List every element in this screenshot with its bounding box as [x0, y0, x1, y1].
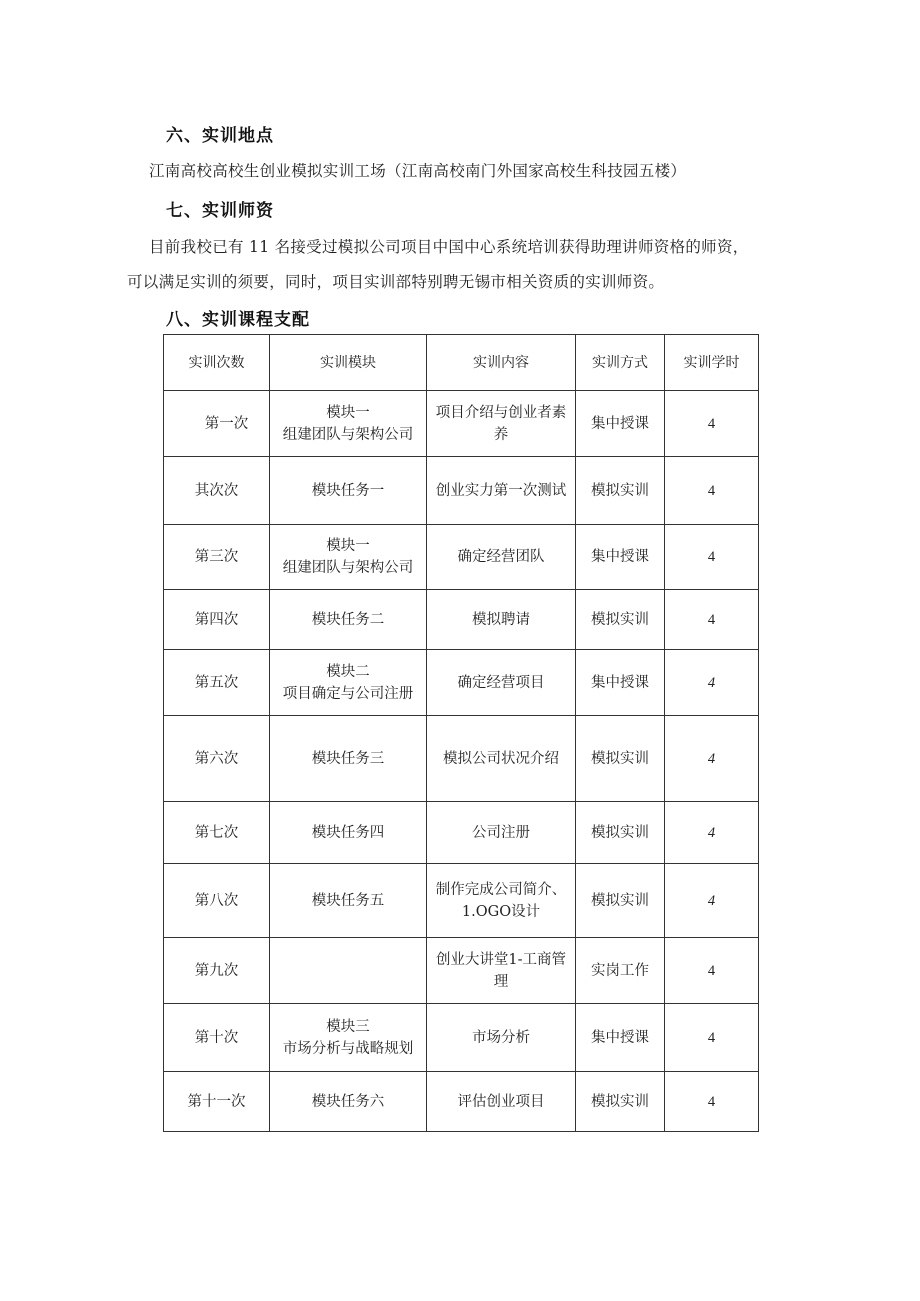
cell-hours: 4	[665, 525, 759, 590]
module-line2: 组建团队与架构公司	[282, 426, 414, 443]
cell-hours: 4	[665, 391, 759, 457]
location-text: 江南高校高校生创业模拟实训工场（江南高校南门外国家高校生科技园五楼）	[149, 162, 687, 180]
module-line1: 模块三	[326, 1018, 370, 1035]
cell-method: 集中授课	[576, 391, 665, 457]
section-heading-teachers: 七、实训师资	[166, 201, 274, 221]
cell-module	[270, 391, 427, 457]
cell-content: 确定经营项目	[427, 650, 576, 716]
cell-method: 模拟实训	[576, 716, 665, 802]
table-row	[164, 1004, 759, 1072]
teachers-text-line2: 可以满足实训的须要，同时，项目实训部特别聘无锡市相关资质的实训师资。	[127, 273, 665, 291]
cell-hours: 4	[665, 1004, 759, 1072]
table-row	[164, 457, 759, 525]
module-line1: 模块二	[326, 663, 370, 680]
cell-session: 第七次	[164, 802, 270, 864]
table-row	[164, 1072, 759, 1132]
table-row	[164, 938, 759, 1004]
cell-hours: 4	[665, 864, 759, 938]
cell-hours: 4	[665, 650, 759, 716]
cell-session: 其次次	[164, 457, 270, 525]
table-row	[164, 590, 759, 650]
module-line1: 模块一	[326, 538, 370, 554]
header-method: 实训方式	[576, 335, 665, 391]
cell-hours: 4	[665, 716, 759, 802]
cell-session: 第五次	[164, 650, 270, 716]
header-content: 实训内容	[427, 335, 576, 391]
module-line1: 模块一	[326, 404, 370, 421]
cell-content: 确定经营团队	[427, 525, 576, 590]
cell-session: 第一次	[164, 391, 270, 457]
cell-method: 模拟实训	[576, 864, 665, 938]
cell-module: 模块任务二	[270, 590, 427, 650]
cell-method: 模拟实训	[576, 457, 665, 525]
cell-content: 项目介绍与创业者素养	[427, 391, 576, 457]
module-line2: 市场分析与战略规划	[282, 1040, 414, 1057]
cell-hours: 4	[665, 1072, 759, 1132]
cell-module: 模块任务六	[270, 1072, 427, 1132]
cell-session: 第四次	[164, 590, 270, 650]
header-session: 实训次数	[164, 335, 270, 391]
cell-content: 评估创业项目	[427, 1072, 576, 1132]
cell-content: 市场分析	[427, 1004, 576, 1072]
section-heading-schedule: 八、实训课程支配	[166, 310, 310, 330]
table-row	[164, 864, 759, 938]
cell-method: 集中授课	[576, 650, 665, 716]
cell-module: 模块任务四	[270, 802, 427, 864]
cell-module	[270, 938, 427, 1004]
section-heading-location: 六、实训地点	[166, 126, 274, 146]
table-row	[164, 525, 759, 590]
table-row	[164, 650, 759, 716]
cell-module: 模块任务五	[270, 864, 427, 938]
cell-hours: 4	[665, 590, 759, 650]
cell-method: 实岗工作	[576, 938, 665, 1004]
cell-method: 模拟实训	[576, 590, 665, 650]
cell-content: 公司注册	[427, 802, 576, 864]
table-header-row	[164, 335, 759, 391]
teachers-text-line1: 目前我校已有 11 名接受过模拟公司项目中国中心系统培训获得助理讲师资格的师资，	[149, 238, 749, 256]
cell-hours: 4	[665, 938, 759, 1004]
table-row	[164, 802, 759, 864]
cell-module	[270, 525, 427, 590]
cell-session: 第三次	[164, 525, 270, 590]
table-row	[164, 716, 759, 802]
cell-module	[270, 650, 427, 716]
cell-method: 集中授课	[576, 1004, 665, 1072]
cell-method: 模拟实训	[576, 1072, 665, 1132]
cell-session: 第九次	[164, 938, 270, 1004]
cell-content: 模拟聘请	[427, 590, 576, 650]
cell-content: 创业大讲堂1-工商管理	[427, 938, 576, 1004]
cell-module: 模块任务三	[270, 716, 427, 802]
cell-method: 模拟实训	[576, 802, 665, 864]
cell-content: 模拟公司状况介绍	[427, 716, 576, 802]
cell-session: 第六次	[164, 716, 270, 802]
header-hours: 实训学时	[665, 335, 759, 391]
cell-session: 第十次	[164, 1004, 270, 1072]
cell-method: 集中授课	[576, 525, 665, 590]
table-row	[164, 391, 759, 457]
cell-module: 模块任务一	[270, 457, 427, 525]
cell-content: 制作完成公司简介、1.OGO设计	[427, 864, 576, 938]
cell-hours: 4	[665, 457, 759, 525]
cell-hours: 4	[665, 802, 759, 864]
header-module: 实训模块	[270, 335, 427, 391]
cell-session: 第十一次	[164, 1072, 270, 1132]
cell-module	[270, 1004, 427, 1072]
cell-content: 创业实力第一次测试	[427, 457, 576, 525]
training-schedule-table	[163, 334, 759, 1132]
cell-session: 第八次	[164, 864, 270, 938]
module-line2: 组建团队与架构公司	[282, 560, 414, 576]
module-line2: 项目确定与公司注册	[282, 685, 414, 702]
